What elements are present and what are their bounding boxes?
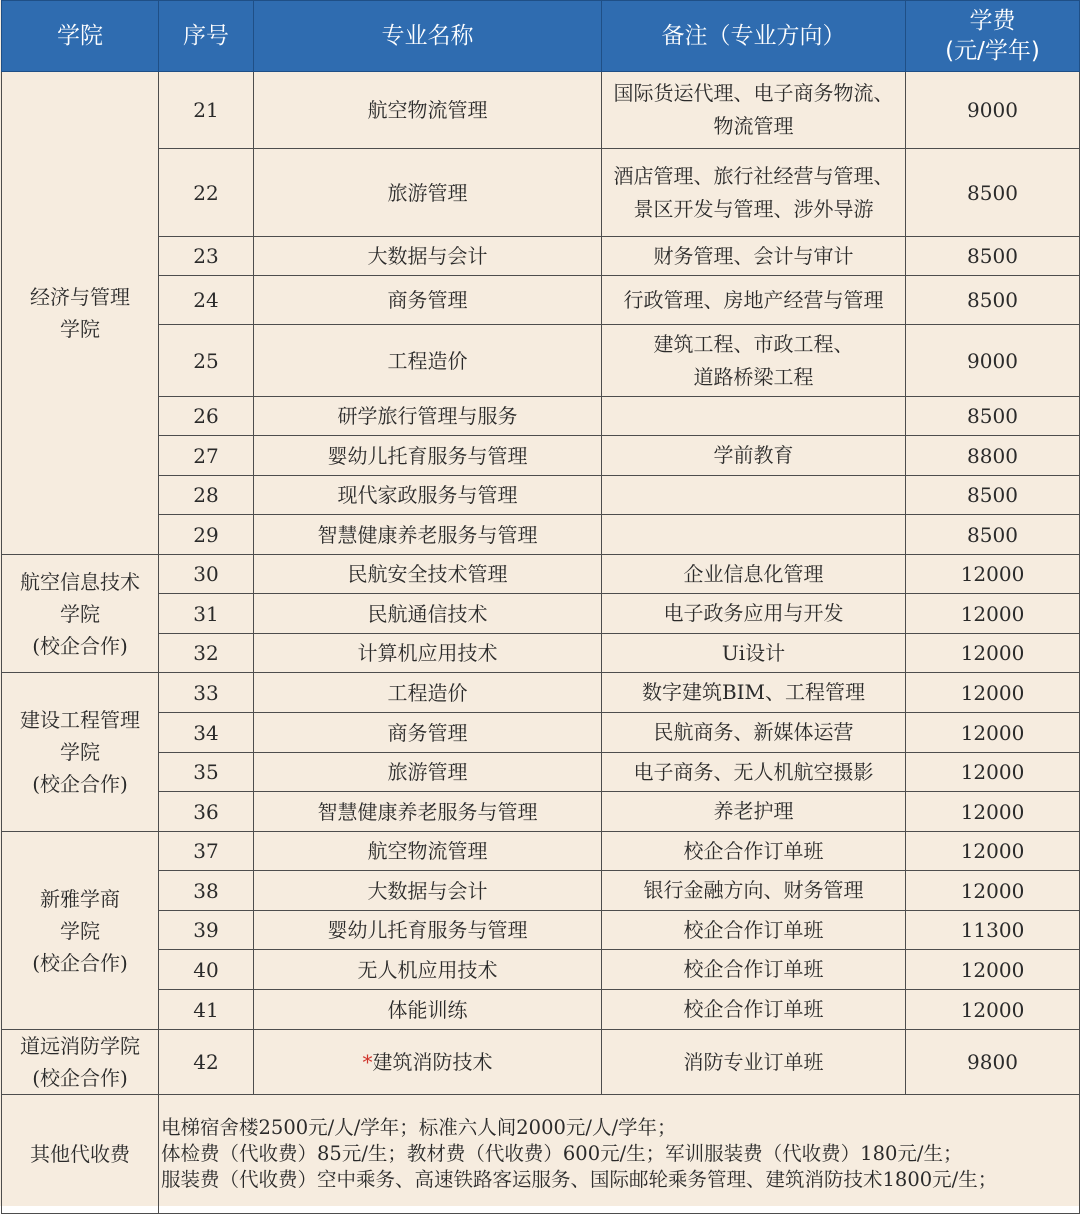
table-row [2,990,1080,1030]
note-text-line: 养老护理 [713,799,794,823]
major-name: 商务管理 [387,720,468,745]
seq-cell: 22 [159,149,254,237]
fee-cell: 12000 [906,871,1080,911]
major-cell [254,476,602,515]
major-name: 研学旅行管理与服务 [337,404,518,428]
table-row [2,476,1080,515]
note-cell [602,911,906,950]
table-row [2,753,1080,792]
fee-cell: 8500 [906,476,1080,515]
seq-cell: 42 [159,1030,254,1095]
note-cell [602,237,906,276]
major-cell [254,792,602,832]
table-row [2,436,1080,476]
note-cell [602,950,906,990]
table-row [2,149,1080,237]
note-cell [602,792,906,832]
note-text-line: 景区开发与管理、涉外导游 [633,196,874,221]
major-cell [254,911,602,950]
fee-cell: 9000 [906,325,1080,397]
fee-cell: 12000 [906,555,1080,594]
note-cell [602,594,906,634]
seq-cell: 39 [159,911,254,950]
table-row [2,832,1080,871]
note-text-line: 学前教育 [713,443,794,467]
fee-cell: 12000 [906,634,1080,673]
major-name: 工程造价 [387,680,468,705]
note-text-line: 消防专业订单班 [683,1049,824,1074]
seq-cell: 35 [159,753,254,792]
seq-cell: 30 [159,555,254,594]
major-cell [254,1030,602,1095]
major-name: 婴幼儿托育服务与管理 [327,443,528,468]
college-name-line: (校企合作) [32,950,128,975]
other-fees-label: 其他代收费 [2,1095,159,1214]
seq-cell: 26 [159,397,254,436]
table-row [2,276,1080,325]
note-cell [602,871,906,911]
note-cell [602,555,906,594]
note-cell [602,1030,906,1095]
college-name-line: 新雅学商 [40,886,120,911]
other-fees-details [159,1095,1080,1214]
fee-cell: 8800 [906,436,1080,476]
fee-cell: 12000 [906,950,1080,990]
table-row [2,555,1080,594]
table-row [2,871,1080,911]
fee-cell: 9000 [906,72,1080,149]
note-text-line: 校企合作订单班 [683,917,824,942]
fee-cell: 8500 [906,276,1080,325]
note-cell [602,713,906,753]
note-text-line: 财务管理、会计与审计 [653,243,854,268]
asterisk-mark: * [362,1050,373,1074]
fee-cell: 12000 [906,792,1080,832]
header-fee [906,1,1080,72]
note-cell [602,72,906,149]
major-name: 大数据与会计 [367,244,488,268]
major-cell [254,713,602,753]
fee-cell: 11300 [906,911,1080,950]
note-cell [602,673,906,713]
fee-cell: 12000 [906,673,1080,713]
major-cell [254,673,602,713]
major-name: 计算机应用技术 [357,641,498,665]
seq-cell: 21 [159,72,254,149]
fee-cell: 8500 [906,515,1080,555]
major-cell [254,515,602,555]
major-name: 现代家政服务与管理 [337,483,518,507]
major-cell [254,950,602,990]
major-name: 民航通信技术 [367,601,488,626]
major-name: 无人机应用技术 [357,957,498,982]
note-text-line: 酒店管理、旅行社经营与管理、 [613,163,894,188]
fee-cell: 8500 [906,237,1080,276]
college-name-line: 航空信息技术 [20,569,140,594]
note-cell [602,990,906,1030]
seq-cell: 33 [159,673,254,713]
note-cell [602,634,906,673]
other-fees-line: 电梯宿舍楼2500元/人/学年；标准六人间2000元/人/学年； [161,1116,677,1139]
seq-cell: 31 [159,594,254,634]
note-cell [602,832,906,871]
note-text-line: 行政管理、房地产经营与管理 [623,287,884,312]
major-cell [254,990,602,1030]
table-row [2,673,1080,713]
major-cell [254,237,602,276]
note-text-line: 银行金融方向、财务管理 [643,878,864,902]
seq-cell: 34 [159,713,254,753]
college-name-line: (校企合作) [32,633,128,658]
major-name: 旅游管理 [387,180,468,205]
fee-cell: 12000 [906,594,1080,634]
table-row [2,792,1080,832]
major-name: 体能训练 [387,997,468,1022]
seq-cell: 32 [159,634,254,673]
major-name: 工程造价 [387,348,468,373]
major-name: 民航安全技术管理 [347,562,508,586]
major-cell [254,325,602,397]
header-seq: 序号 [159,1,254,72]
note-text-line: 电子政务应用与开发 [663,601,844,625]
seq-cell: 29 [159,515,254,555]
seq-cell: 23 [159,237,254,276]
note-cell [602,276,906,325]
college-cell [2,832,159,1030]
note-text-line: 民航商务、新媒体运营 [653,720,854,744]
note-text-line: 建筑工程、市政工程、 [653,331,854,356]
major-cell [254,634,602,673]
note-cell [602,515,906,555]
college-name-line: 经济与管理 [30,285,130,309]
table-row [2,397,1080,436]
note-cell [602,325,906,397]
major-name: 婴幼儿托育服务与管理 [327,918,528,942]
note-text-line: 校企合作订单班 [683,838,824,863]
seq-cell: 24 [159,276,254,325]
college-cell [2,673,159,832]
seq-cell: 41 [159,990,254,1030]
fee-cell: 12000 [906,713,1080,753]
major-cell [254,149,602,237]
note-text-line: 数字建筑BIM、工程管理 [641,680,866,704]
note-cell [602,753,906,792]
note-text-line: 校企合作订单班 [683,997,824,1021]
seq-cell: 37 [159,832,254,871]
seq-cell: 25 [159,325,254,397]
note-text-line: Ui设计 [721,640,786,665]
major-cell [254,594,602,634]
table-body [2,72,1080,1214]
note-text-line: 企业信息化管理 [683,561,824,586]
college-name-line: 道远消防学院 [20,1034,140,1058]
fee-cell: 12000 [906,990,1080,1030]
note-text-line: 电子商务、无人机航空摄影 [633,759,874,784]
major-name: 航空物流管理 [367,839,488,863]
college-name-line: (校企合作) [32,1066,128,1090]
header-fee-line1: 学费 [969,8,1016,34]
seq-cell: 27 [159,436,254,476]
note-cell [602,476,906,515]
major-name: 大数据与会计 [367,878,488,903]
major-cell [254,72,602,149]
major-name: 智慧健康养老服务与管理 [317,799,538,824]
major-name: 建筑消防技术 [372,1050,493,1074]
other-fees-line: 服装费（代收费）空中乘务、高速铁路客运服务、国际邮轮乘务管理、建筑消防技术1800元/生； [161,1168,998,1191]
major-cell [254,871,602,911]
table-row [2,72,1080,149]
major-cell [254,753,602,792]
fee-cell: 12000 [906,832,1080,871]
college-cell [2,555,159,673]
major-cell [254,397,602,436]
note-cell [602,436,906,476]
college-cell [2,72,159,555]
seq-cell: 40 [159,950,254,990]
table-row [2,594,1080,634]
seq-cell: 28 [159,476,254,515]
table-row [2,950,1080,990]
college-name-line: 学院 [60,740,100,764]
header-note: 备注（专业方向） [602,1,906,72]
major-name: 旅游管理 [387,760,468,784]
major-cell [254,832,602,871]
major-cell [254,276,602,325]
seq-cell: 38 [159,871,254,911]
header-major: 专业名称 [254,1,602,72]
note-text-line: 校企合作订单班 [683,957,824,981]
college-name-line: 学院 [60,918,100,943]
note-cell [602,149,906,237]
table-row [2,713,1080,753]
college-name-line: 建设工程管理 [20,708,140,732]
college-cell [2,1030,159,1095]
header-college: 学院 [2,1,159,72]
header-fee-line2: (元/学年) [945,38,1040,64]
college-name-line: (校企合作) [32,772,128,796]
table-row [2,911,1080,950]
note-cell [602,397,906,436]
note-text-line: 国际货运代理、电子商务物流、 [613,81,894,105]
seq-cell: 36 [159,792,254,832]
major-name: 商务管理 [387,288,468,312]
other-fees-row [2,1095,1080,1214]
college-name-line: 学院 [60,317,100,341]
fee-cell: 12000 [906,753,1080,792]
table-row [2,1030,1080,1095]
college-name-line: 学院 [60,601,100,626]
table-row [2,515,1080,555]
tuition-fee-table [1,0,1080,1214]
other-fees-line: 体检费（代收费）85元/生；教材费（代收费）600元/生；军训服装费（代收费）180元/生； [161,1142,963,1165]
major-name: 智慧健康养老服务与管理 [317,522,538,547]
note-text-line: 道路桥梁工程 [693,364,814,389]
note-text-line: 物流管理 [713,114,794,138]
fee-cell: 8500 [906,149,1080,237]
table-row [2,325,1080,397]
table-row [2,237,1080,276]
fee-cell: 8500 [906,397,1080,436]
table-row [2,634,1080,673]
major-name: 航空物流管理 [367,98,488,122]
fee-cell: 9800 [906,1030,1080,1095]
major-cell [254,555,602,594]
header-row [2,1,1080,72]
major-cell [254,436,602,476]
